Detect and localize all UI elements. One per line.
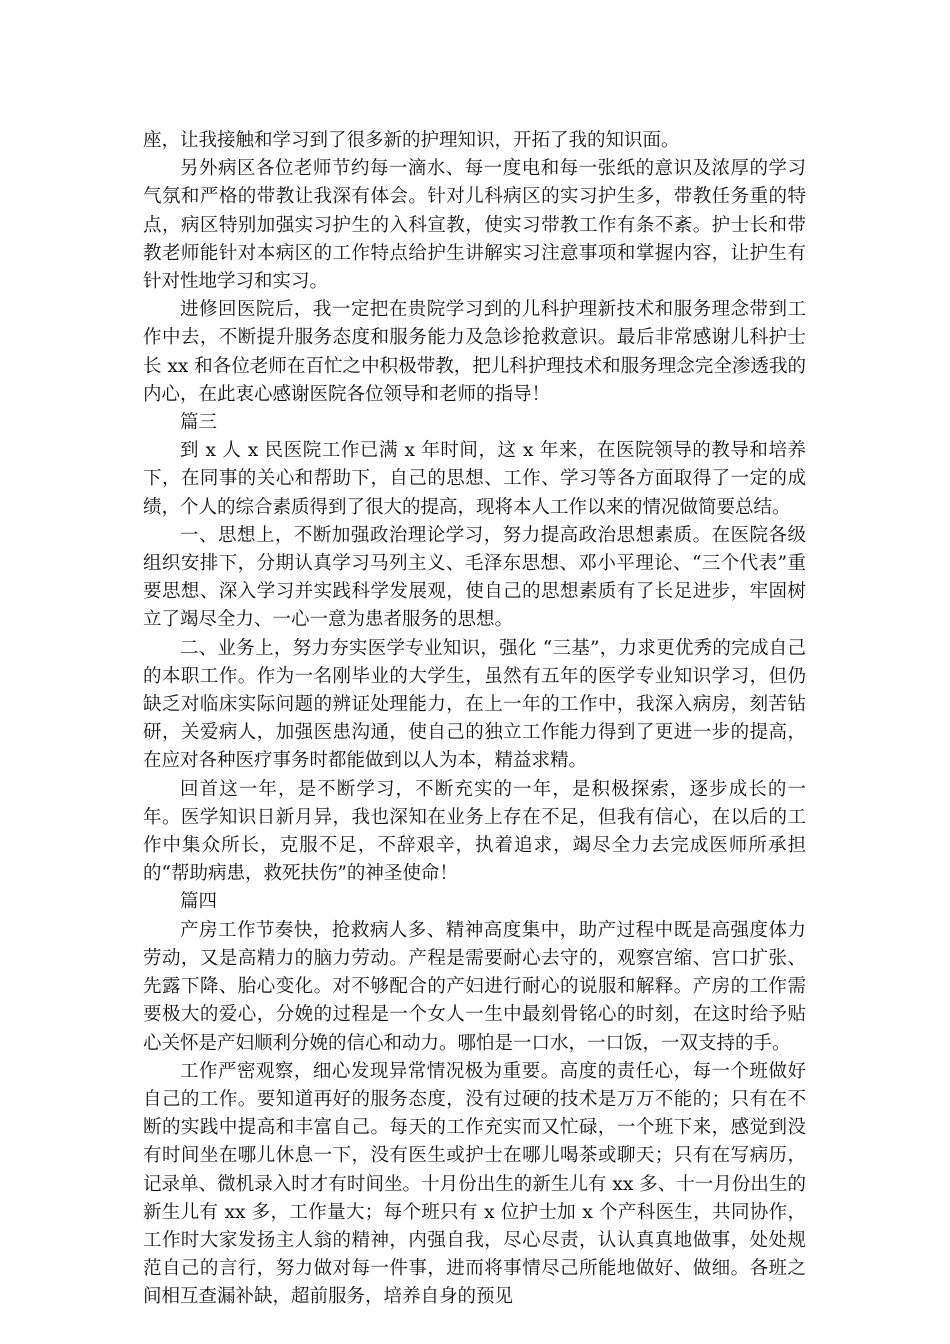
section-heading-3: 篇三: [180, 412, 218, 434]
paragraph: 产房工作节奏快，抢救病人多、精神高度集中，助产过程中既是高强度体力劳动，又是高精力的脑力劳动。产程是需要耐心去守的，观察宫缩、宫口扩张、先露下降、胎心变化。对不够配合的产妇进行耐心的说服和解释。产房的工作需要极大的爱心，分娩的过程是一个女人一生中最刻骨铭心的时刻，在这时给予贴心关怀是产妇顺利分娩的信心和动力。哪怕是一口水，一口饭，一双支持的手。: [143, 919, 806, 1054]
paragraph: 回首这一年，是不断学习，不断充实的一年，是积极探索，逐步成长的一年。医学知识日新月异，我也深知在业务上存在不足，但我有信心，在以后的工作中集众所长，克服不足，不辞艰辛，执着追求，竭尽全力去完成医师所承担的“帮助病患，救死扶伤”的神圣使命！: [143, 778, 806, 885]
paragraph: 进修回医院后，我一定把在贵院学习到的儿科护理新技术和服务理念带到工作中去，不断提升服务态度和服务能力及急诊抢救意识。最后非常感谢儿科护士长 xx 和各位老师在百忙之中积极带教，把儿科护理技术和服务理念完全渗透我的内心，在此衷心感谢医院各位领导和老师的指导！: [143, 299, 806, 405]
paragraph: 一、思想上，不断加强政治理论学习，努力提高政治思想素质。在医院各级组织安排下，分期认真学习马列主义、毛泽东思想、邓小平理论、“三个代表”重要思想、深入学习并实践科学发展观，使自己的思想素质有了长足进步，牢固树立了竭尽全力、一心一意为患者服务的思想。: [143, 524, 806, 631]
paragraph: 到 x 人 x 民医院工作已满 x 年时间，这 x 年来，在医院领导的教导和培养下，在同事的关心和帮助下，自己的思想、工作、学习等各方面取得了一定的成绩，个人的综合素质得到了很大的提高，现将本人工作以来的情况做简要总结。: [143, 440, 806, 518]
document-page: [143, 127, 806, 1312]
paragraph: 工作严密观察，细心发现异常情况极为重要。高度的责任心，每一个班做好自己的工作。要知道再好的服务态度，没有过硬的技术是万万不能的；只有在不断的实践中提高和丰富自己。每天的工作充实而又忙碌，一个班下来，感觉到没有时间坐在哪儿休息一下，没有医生或护士在哪儿喝茶或聊天；只有在写病历，记录单、微机录入时才有时间坐。十月份出生的新生儿有 xx 多、十一月份出生的新生儿有 xx 多，工作量大；每个班只有 x 位护士加 x 个产科医生，共同协作，工作时大家发扬主人翁的精神，内强自我，尽心尽责，认认真真地做事，处处规范自己的言行，努力做对每一件事，进而将事情尽己所能地做好、做细。各班之间相互查漏补缺，超前服务，培养自身的预见: [143, 1060, 806, 1308]
paragraph: 二、业务上，努力夯实医学专业知识，强化 “三基”，力求更优秀的完成自己的本职工作。作为一名刚毕业的大学生，虽然有五年的医学专业知识学习，但仍缺乏对临床实际问题的辨证处理能力，在上一年的工作中，我深入病房，刻苦钻研，关爱病人，加强医患沟通，使自己的独立工作能力得到了更进一步的提高，在应对各种医疗事务时都能做到以人为本，精益求精。: [143, 637, 806, 772]
paragraph: 另外病区各位老师节约每一滴水、每一度电和每一张纸的意识及浓厚的学习气氛和严格的带教让我深有体会。针对儿科病区的实习护生多，带教任务重的特点，病区特别加强实习护生的入科宣教，使实习带教工作有条不紊。护士长和带教老师能针对本病区的工作特点给护生讲解实习注意事项和掌握内容，让护生有针对性地学习和实习。: [143, 158, 806, 293]
section-heading-4: 篇四: [180, 891, 218, 913]
paragraph-continuation: 座，让我接触和学习到了很多新的护理知识，开拓了我的知识面。: [143, 130, 680, 151]
